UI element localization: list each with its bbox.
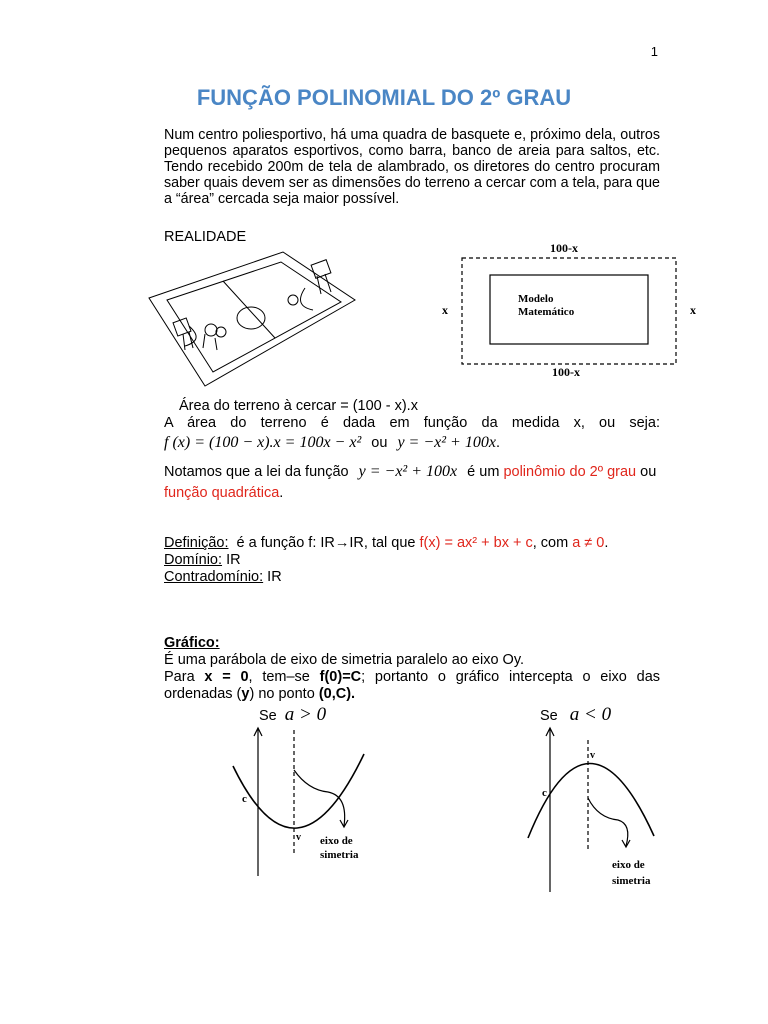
notamos-formula: y = −x² + 100x [358,463,458,480]
left-se: Se [259,708,277,724]
right-cond: a < 0 [569,704,612,725]
dominio-value: IR [226,552,241,568]
grafico-para: Para [164,669,195,685]
model-left-label: x [442,303,448,317]
notamos-end: . [279,485,284,501]
area-formula2: y = −x² + 100x [397,434,496,451]
notamos-paragraph [164,461,660,504]
definicao-text: é a função f: IR [236,535,335,551]
dominio-label: Domínio: [164,552,223,568]
ou-word: ou [371,435,388,451]
notamos-mid: é um [467,464,500,480]
grafico-point: (0,C). [318,686,356,702]
arrow-icon: → [334,535,350,551]
grafico-rest: ; portanto o gráfico intercepta o eixo das ordenadas ( [164,669,661,702]
grafico-heading [164,635,660,652]
parabola-up-graph [228,726,378,886]
right-se: Se [540,708,558,724]
left-c-label: c [242,793,247,805]
left-condition [259,704,326,726]
left-eixo-line1: eixo de [320,835,353,847]
page-number: 1 [650,44,658,59]
grafico-y: y [241,686,250,702]
area-formula-line [164,434,660,452]
polinomio-highlight: polinômio do 2º grau [503,464,637,480]
definicao-text2: IR, tal que [349,535,416,551]
right-c-label: c [542,787,547,799]
area-line: Área do terreno à cercar = (100 - x).x [179,398,418,414]
grafico-tem: , tem–se [248,669,310,685]
grafico-line1: É uma parábola de eixo de simetria paralelo ao eixo Oy. [164,652,525,668]
right-condition [540,704,611,726]
intro-paragraph: Num centro poliesportivo, há uma quadra de basquete e, próximo dela, outros pequenos aparatos esportivos, como barra, banco de areia para saltos, etc. Tendo recebido 200m de tela de alambrado, os diretores do centro procuram saber quais devem ser as dimensões do terreno a cercar com a tela, para que a “área” cercada seja maior possível. [164,127,660,207]
model-right-label: x [690,303,696,317]
grafico-x0: x = 0 [204,669,249,685]
model-top-label: 100-x [550,241,578,255]
contradominio-line [164,569,660,586]
definicao-line [164,535,660,552]
area-formula: f (x) = (100 − x).x = 100x − x² [164,434,362,451]
parabola-curve [528,763,654,838]
realidade-label: REALIDADE [164,229,247,245]
basketball-court-illustration [145,248,360,388]
area-sentence: A área do terreno é dada em função da medida x, ou seja: [164,415,660,431]
grafico-label: Gráfico: [164,635,220,651]
grafico-paragraph [164,669,660,703]
page-title: FUNÇÃO POLINOMIAL DO 2º GRAU [196,85,572,110]
model-inner-line1: Modelo [518,293,554,305]
dominio-line [164,552,660,569]
notamos-ou: ou [640,464,657,480]
symmetry-pointer [588,798,628,846]
pointer-arrow-icon [622,840,630,847]
contradominio-value: IR [267,569,282,585]
funcao-quadratica-highlight: função quadrática [164,485,280,501]
left-eixo-line2: simetria [320,849,359,861]
area-period: . [495,435,500,451]
grafico-f0: f(0)=C [319,669,362,685]
right-v-label: v [590,750,595,761]
contradominio-label: Contradomínio: [164,569,264,585]
grafico-rest2: ) no ponto [249,686,315,702]
right-eixo-line1: eixo de [612,859,645,871]
model-bottom-label: 100-x [552,365,580,379]
parabola-down-graph [520,726,670,896]
definicao-formula: f(x) = ax² + bx + c [419,535,533,551]
right-eixo-line2: simetria [612,875,651,887]
definicao-label: Definição: [164,535,229,551]
model-diagram [440,238,710,378]
definicao-com: , com [532,535,569,551]
left-cond: a > 0 [284,704,327,725]
model-inner-line2: Matemático [518,306,575,318]
definicao-condition: a ≠ 0 [572,535,605,551]
notamos-prefix: Notamos que a lei da função [164,464,349,480]
definicao-end: . [604,535,609,551]
left-v-label: v [296,832,301,843]
